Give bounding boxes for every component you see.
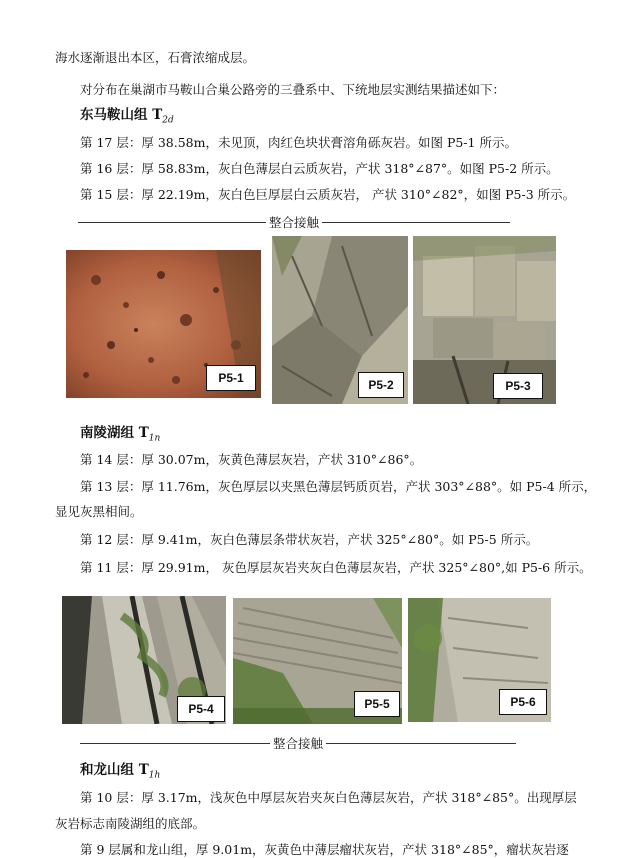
photo-p5-5 — [233, 598, 402, 724]
divider-label: 整合接触 — [273, 736, 324, 751]
layer-14: 第 14 层：厚 30.07m，灰黄色薄层灰岩，产状 310°∠86°。 — [80, 452, 423, 467]
heading-subscript: 2d — [162, 115, 174, 126]
heading-text: 和龙山组 T — [80, 762, 149, 778]
photo-p5-4 — [62, 596, 226, 724]
layer-12: 第 12 层：厚 9.41m，灰白色薄层条带状灰岩，产状 325°∠80°。如 P5-5 所示。 — [80, 532, 539, 547]
divider-label: 整合接触 — [269, 215, 320, 230]
divider-rule-left — [78, 222, 266, 223]
layer-13: 第 13 层：厚 11.76m，灰色厚层以夹黑色薄层钙质页岩，产状 303°∠88°。如 P5-4 所示， — [80, 479, 597, 494]
intro-line-2: 对分布在巢湖市马鞍山合巢公路旁的三叠系中、下统地层实测结果描述如下： — [80, 82, 506, 97]
layer-17: 第 17 层：厚 38.58m，未见顶，肉红色块状膏溶角砾灰岩。如图 P5-1 所示。 — [80, 135, 517, 150]
photo-label-p5-5: P5-5 — [354, 691, 400, 717]
photo-label-p5-6: P5-6 — [499, 689, 547, 715]
divider-rule-left — [80, 743, 270, 744]
layer-11: 第 11 层：厚 29.91m， 灰色厚层灰岩夹灰白色薄层灰岩，产状 325°∠80°,如 P5-6 所示。 — [80, 560, 592, 575]
layer-15: 第 15 层：厚 22.19m，灰白色巨厚层白云质灰岩， 产状 310°∠82°，如图 P5-3 所示。 — [80, 187, 576, 202]
photo-label-p5-1: P5-1 — [206, 365, 256, 391]
heading-text: 东马鞍山组 T — [80, 107, 163, 123]
section-heading-dongmaanshan — [80, 107, 174, 129]
photo-p5-1 — [66, 250, 261, 398]
contact-divider-2 — [80, 734, 516, 752]
photo-label-p5-4: P5-4 — [177, 696, 225, 722]
divider-rule-right — [326, 743, 516, 744]
photo-label-p5-2: P5-2 — [358, 372, 404, 398]
heading-text: 南陵湖组 T — [80, 425, 149, 441]
layer-9: 第 9 层属和龙山组，厚 9.01m，灰黄色中薄层瘤状灰岩，产状 318°∠85°，瘤状灰岩逐 — [80, 842, 569, 857]
layer-10: 第 10 层：厚 3.17m，浅灰色中厚层灰岩夹灰白色薄层灰岩，产状 318°∠85°。出现厚层 — [80, 790, 577, 805]
layer-13-continued: 显见灰黑相间。 — [55, 504, 143, 519]
photo-p5-3 — [413, 236, 556, 404]
divider-rule-right — [322, 222, 510, 223]
contact-divider-1 — [78, 213, 510, 231]
section-heading-helongshan — [80, 762, 160, 784]
photo-label-p5-3: P5-3 — [493, 373, 543, 399]
layer-16: 第 16 层：厚 58.83m，灰白色薄层白云质灰岩，产状 318°∠87°。如图 P5-2 所示。 — [80, 161, 559, 176]
layer-10-continued: 灰岩标志南陵湖组的底部。 — [55, 816, 206, 831]
photo-p5-6 — [408, 598, 551, 722]
heading-subscript: 1h — [148, 770, 161, 781]
section-heading-nanlinghu — [80, 425, 160, 447]
intro-line-1: 海水逐渐退出本区，石膏浓缩成层。 — [55, 50, 256, 65]
heading-subscript: 1n — [148, 433, 161, 444]
photo-p5-2 — [272, 236, 408, 404]
